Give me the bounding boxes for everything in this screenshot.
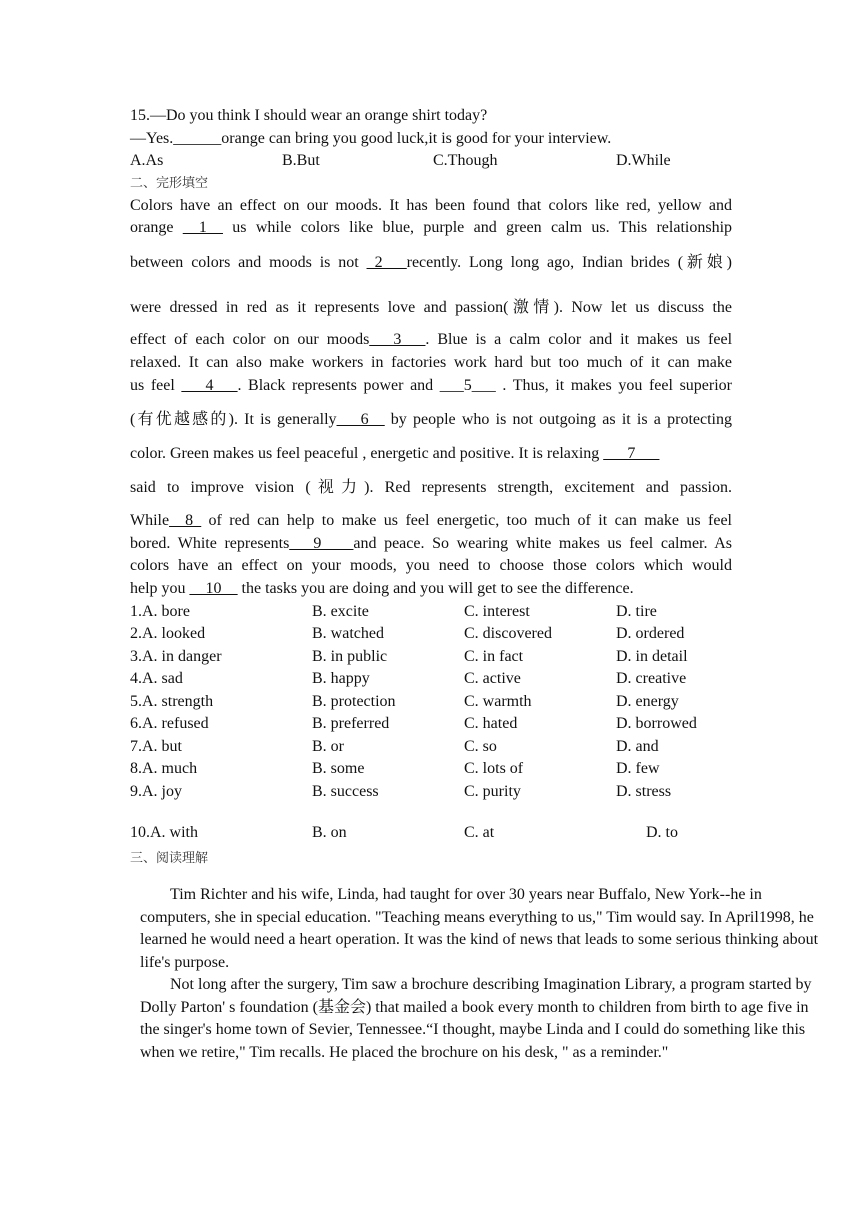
cloze-option: 3.A. in danger xyxy=(130,648,222,665)
cloze-option: B. on xyxy=(312,824,347,841)
cloze-option: C. hated xyxy=(464,715,518,732)
cloze-text: relaxed. It can also make workers in factories work hard but too much of it can make xyxy=(130,354,732,371)
q15-option-d: D.While xyxy=(616,152,671,169)
cloze-line xyxy=(130,444,659,464)
cloze-blank: _2___ xyxy=(366,254,407,271)
cloze-blank: __8_ xyxy=(169,512,202,529)
cloze-option: D. and xyxy=(616,738,659,755)
cloze-option: B. in public xyxy=(312,648,388,665)
cloze-option: B. some xyxy=(312,760,365,777)
cloze-text: While xyxy=(130,512,170,529)
q15-question: 15.—Do you think I should wear an orange shirt today? xyxy=(130,107,488,124)
cloze-option: D. few xyxy=(616,760,660,777)
cloze-blank: ___4___ xyxy=(181,377,238,394)
cloze-option: B. excite xyxy=(312,603,369,620)
cloze-text: (有优越感的). It is generally xyxy=(130,411,337,428)
cloze-line xyxy=(130,511,732,531)
cloze-blank: ___9____ xyxy=(289,535,354,552)
cloze-option: C. at xyxy=(464,824,495,841)
cloze-option: 10.A. with xyxy=(130,824,198,841)
cloze-option: D. ordered xyxy=(616,625,685,642)
cloze-text: by people who is not outgoing as it is a protecting xyxy=(384,411,732,428)
section-title-reading: 三、阅读理解 xyxy=(130,851,209,866)
cloze-option: D. creative xyxy=(616,670,687,687)
cloze-text: us while colors like blue, purple and green calm us. This relationship xyxy=(222,219,733,236)
cloze-text: help you xyxy=(130,580,190,597)
q15-answer: —Yes.______orange can bring you good luck,it is good for your interview. xyxy=(130,130,612,147)
q15-option-b: B.But xyxy=(282,152,320,169)
cloze-option: 5.A. strength xyxy=(130,693,214,710)
cloze-option: C. purity xyxy=(464,783,521,800)
cloze-text: colors have an effect on your moods, you need to choose those colors which would xyxy=(130,557,732,574)
cloze-option: B. success xyxy=(312,783,379,800)
cloze-line xyxy=(130,253,732,273)
cloze-text: Colors have an effect on our moods. It has been found that colors like red, yellow and xyxy=(130,197,732,214)
cloze-option: C. active xyxy=(464,670,521,687)
cloze-line xyxy=(130,196,732,216)
cloze-text: the tasks you are doing and you will get to see the difference. xyxy=(237,580,634,597)
cloze-line xyxy=(130,556,732,576)
cloze-option: C. in fact xyxy=(464,648,524,665)
cloze-text: color. Green makes us feel peaceful , energetic and positive. It is relaxing xyxy=(130,445,604,462)
cloze-text: orange xyxy=(130,219,183,236)
cloze-blank: ___3___ xyxy=(369,331,426,348)
cloze-text: between colors and moods is not xyxy=(130,254,367,271)
cloze-line xyxy=(130,330,732,350)
q15-option-a: A.As xyxy=(130,152,164,169)
cloze-blank: ___7___ xyxy=(603,445,660,462)
cloze-option: B. protection xyxy=(312,693,396,710)
section-title-cloze: 二、完形填空 xyxy=(130,176,209,191)
cloze-option: D. borrowed xyxy=(616,715,697,732)
cloze-option: B. preferred xyxy=(312,715,390,732)
cloze-text: us feel xyxy=(130,377,182,394)
cloze-option: D. in detail xyxy=(616,648,688,665)
cloze-option: B. watched xyxy=(312,625,384,642)
cloze-blank: ___6__ xyxy=(336,411,385,428)
cloze-option: 2.A. looked xyxy=(130,625,206,642)
cloze-option: C. lots of xyxy=(464,760,524,777)
cloze-text: recently. Long long ago, Indian brides (新娘) xyxy=(406,254,732,271)
cloze-option: 1.A. bore xyxy=(130,603,190,620)
cloze-option: D. stress xyxy=(616,783,672,800)
cloze-option: D. tire xyxy=(616,603,657,620)
cloze-option: C. warmth xyxy=(464,693,532,710)
cloze-option: C. so xyxy=(464,738,497,755)
cloze-line xyxy=(130,478,732,498)
reading-paragraph-2: Not long after the surgery, Tim saw a brochure describing Imagination Library, a program started by Dolly Parton' s foundation (基金会) that mailed a book every month to children from birth to age five in the singer's home town of Sevier, Tennessee.“I thought, maybe Linda and I could do something like this when we retire," Tim recalls. He placed the brochure on his desk, " as a reminder." xyxy=(140,976,812,1061)
cloze-option: C. interest xyxy=(464,603,530,620)
cloze-option: 8.A. much xyxy=(130,760,198,777)
cloze-option: D. energy xyxy=(616,693,679,710)
cloze-option: D. to xyxy=(646,824,678,841)
cloze-option: 7.A. but xyxy=(130,738,182,755)
cloze-line xyxy=(130,579,634,599)
cloze-option: 4.A. sad xyxy=(130,670,183,687)
q15-option-c: C.Though xyxy=(433,152,498,169)
cloze-option: 6.A. refused xyxy=(130,715,209,732)
cloze-text: bored. White represents xyxy=(130,535,290,552)
cloze-text: of red can help to make us feel energetic, too much of it can make us feel xyxy=(201,512,732,529)
cloze-blank: __1__ xyxy=(182,219,223,236)
cloze-blank: __10__ xyxy=(189,580,238,597)
cloze-text: and peace. So wearing white makes us feel calmer. As xyxy=(353,535,733,552)
cloze-option: B. or xyxy=(312,738,344,755)
cloze-option: 9.A. joy xyxy=(130,783,182,800)
cloze-line xyxy=(130,298,732,318)
cloze-line xyxy=(130,410,732,430)
cloze-text: said to improve vision (视力). Red represents strength, excitement and passion. xyxy=(130,479,732,496)
cloze-line xyxy=(130,376,732,396)
reading-paragraph-1: Tim Richter and his wife, Linda, had taught for over 30 years near Buffalo, New York--he in computers, she in special education. "Teaching means everything to us," Tim would say. In April1998, he learned he would need a heart operation. It was the kind of news that leads to some serious thinking about life's purpose. xyxy=(140,886,819,971)
cloze-line xyxy=(130,534,732,554)
cloze-text: . Black represents power and ___5___ . Thus, it makes you feel superior xyxy=(237,377,732,394)
cloze-text: . Blue is a calm color and it makes us feel xyxy=(425,331,733,348)
cloze-option: C. discovered xyxy=(464,625,552,642)
cloze-option: B. happy xyxy=(312,670,370,687)
cloze-text: were dressed in red as it represents love and passion(激情). Now let us discuss the xyxy=(130,299,732,316)
cloze-text: effect of each color on our moods xyxy=(130,331,370,348)
cloze-line xyxy=(130,353,732,373)
cloze-line xyxy=(130,218,732,238)
